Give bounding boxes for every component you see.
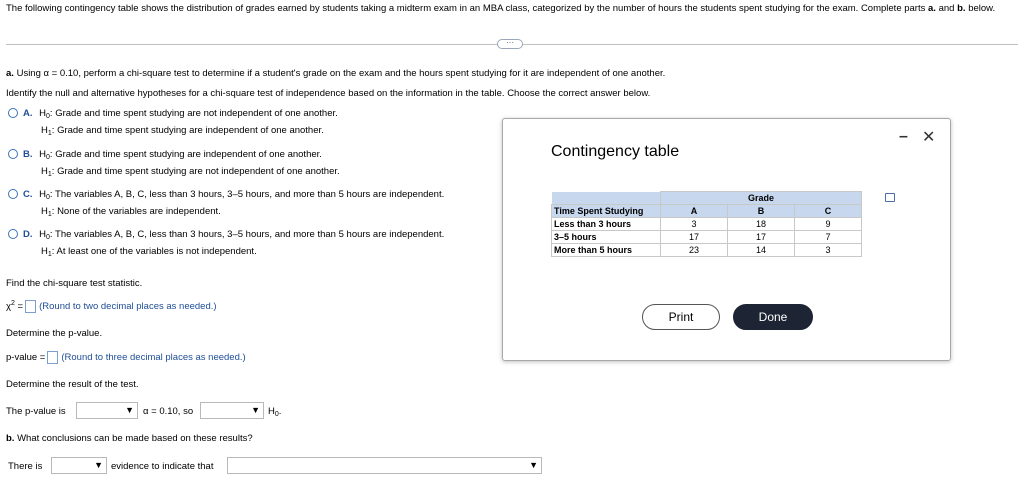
table-cell: 3 xyxy=(661,218,728,231)
option-a-h1: $H_1$: Grade and time spent studying are independent of one another. xyxy=(41,125,324,137)
h0-end-label: $H_0$. xyxy=(268,406,282,418)
table-row xyxy=(552,231,862,244)
evidence-dropdown[interactable] xyxy=(51,457,107,474)
table-cell: 3 xyxy=(795,244,862,257)
alpha-so-label: α = 0.10, so xyxy=(143,406,194,417)
table-cell: 17 xyxy=(728,231,795,244)
chevron-down-icon: ▼ xyxy=(529,460,538,470)
done-button[interactable]: Done xyxy=(733,304,813,330)
option-a[interactable]: A. $H_0$: Grade and time spent studying are not independent of one another. xyxy=(8,108,338,120)
more-button[interactable]: ⋯ xyxy=(497,39,523,49)
part-b-prompt: b. What conclusions can be made based on these results? xyxy=(6,433,253,444)
there-is-label: There is xyxy=(8,461,43,472)
row-label: 3–5 hours xyxy=(552,231,661,244)
row-label: More than 5 hours xyxy=(552,244,661,257)
chevron-down-icon: ▼ xyxy=(94,460,103,470)
row-label: Less than 3 hours xyxy=(552,218,661,231)
option-b[interactable]: B. $H_0$: Grade and time spent studying are independent of one another. xyxy=(8,149,322,161)
option-c-h1: $H_1$: None of the variables are independent. xyxy=(41,206,221,218)
option-d[interactable]: D. $H_0$: The variables A, B, C, less than 3 hours, 3–5 hours, and more than 5 hours are independent. xyxy=(8,229,444,241)
chevron-down-icon: ▼ xyxy=(125,405,134,415)
chevron-down-icon: ▼ xyxy=(251,405,260,415)
table-corner xyxy=(552,192,661,205)
table-cell: 23 xyxy=(661,244,728,257)
chi-square-row: $\chi^2$ = (Round to two decimal places as needed.) xyxy=(6,300,217,313)
table-cell: 17 xyxy=(661,231,728,244)
find-p-instruction: Determine the p-value. xyxy=(6,328,103,339)
part-a-prompt: a. Using α = 0.10, perform a chi-square test to determine if a student's grade on the exam and the hours spent studying for it are independent of one another. xyxy=(6,68,666,79)
evidence-label: evidence to indicate that xyxy=(111,461,214,472)
print-button[interactable]: Print xyxy=(642,304,720,330)
time-spent-header: Time Spent Studying xyxy=(552,205,661,218)
table-row xyxy=(552,218,862,231)
option-d-radio[interactable] xyxy=(8,229,18,239)
decision-dropdown[interactable] xyxy=(200,402,264,419)
table-column-header-row xyxy=(552,205,862,218)
pvalue-comparison-dropdown[interactable] xyxy=(76,402,138,419)
table-cell: 14 xyxy=(728,244,795,257)
identify-instruction: Identify the null and alternative hypotheses for a chi-square test of independence based on the information in the table. Choose the correct answer below. xyxy=(6,88,651,99)
grade-header: Grade xyxy=(661,192,862,205)
intro-text: The following contingency table shows the distribution of grades earned by students taking a midterm exam in an MBA class, categorized by the number of hours the students spent studying for the exam. Complete parts a. and b. below. xyxy=(6,3,996,14)
contingency-table-modal xyxy=(502,118,951,361)
pvalue-is-label: The p-value is xyxy=(6,406,66,417)
table-cell: 7 xyxy=(795,231,862,244)
chi-square-input[interactable] xyxy=(25,300,36,313)
p-value-input[interactable] xyxy=(47,351,58,364)
copy-table-icon[interactable] xyxy=(885,193,895,202)
option-b-h1: $H_1$: Grade and time spent studying are not independent of one another. xyxy=(41,166,340,178)
option-a-radio[interactable] xyxy=(8,108,18,118)
conclusion-dropdown[interactable] xyxy=(227,457,542,474)
table-row xyxy=(552,244,862,257)
minimize-icon[interactable]: – xyxy=(899,128,908,145)
find-chi-instruction: Find the chi-square test statistic. xyxy=(6,278,143,289)
table-cell: 18 xyxy=(728,218,795,231)
column-header-a: A xyxy=(661,205,728,218)
modal-title: Contingency table xyxy=(551,143,680,160)
column-header-b: B xyxy=(728,205,795,218)
close-icon[interactable]: ✕ xyxy=(922,129,936,146)
column-header-c: C xyxy=(795,205,862,218)
option-c-radio[interactable] xyxy=(8,189,18,199)
option-b-radio[interactable] xyxy=(8,149,18,159)
table-cell: 9 xyxy=(795,218,862,231)
determine-result-instruction: Determine the result of the test. xyxy=(6,379,139,390)
option-d-h1: $H_1$: At least one of the variables is not independent. xyxy=(41,246,257,258)
contingency-table xyxy=(551,191,862,257)
p-value-row: p-value = (Round to three decimal places as needed.) xyxy=(6,352,246,364)
option-c[interactable]: C. $H_0$: The variables A, B, C, less than 3 hours, 3–5 hours, and more than 5 hours are independent. xyxy=(8,189,444,201)
table-grade-header-row xyxy=(552,192,862,205)
